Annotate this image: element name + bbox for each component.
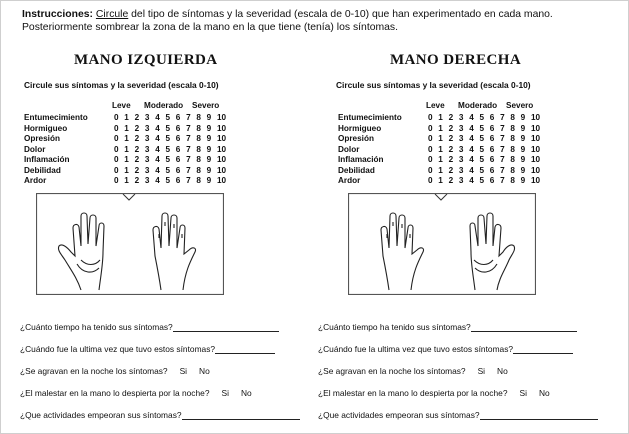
left-symptom-table [24,113,227,187]
severity-option[interactable]: 4 [469,144,474,154]
severity-option[interactable]: 5 [165,123,171,133]
left-symptom-label: Dolor [24,144,46,154]
severity-option[interactable]: 3 [144,113,150,122]
severity-option[interactable]: 7 [186,134,191,143]
instructions-circle-word: Circule [95,9,129,20]
severity-option[interactable]: 9 [520,113,526,122]
left-q-wakes-yes[interactable]: Si [221,388,229,398]
left-hand-title: MANO IZQUIERDA [74,52,218,68]
severity-option[interactable]: 5 [479,144,485,154]
left-symptom-label: Debilidad [24,165,61,175]
severity-option[interactable]: 8 [510,176,515,185]
right-q-wakes [318,388,550,398]
right-q-wakes-no[interactable]: No [538,388,550,398]
severity-option[interactable]: 5 [165,155,171,164]
severity-option[interactable]: 8 [510,123,515,133]
severity-option[interactable]: 0 [114,176,119,185]
symptom-row [24,145,227,156]
severity-option[interactable]: 4 [469,123,474,133]
severity-option[interactable]: 4 [155,113,160,122]
right-q-wakes-text: ¿El malestar en la mano lo despierta por la noche? [318,388,508,398]
severity-option[interactable]: 2 [448,134,454,143]
severity-option[interactable]: 1 [438,123,443,133]
severity-option[interactable]: 10 [216,165,227,175]
severity-option[interactable]: 6 [489,123,495,133]
severity-option[interactable]: 0 [428,176,433,185]
severity-option[interactable]: 1 [124,123,129,133]
severity-option[interactable]: 4 [155,144,160,154]
right-hands-diagram[interactable] [348,193,536,295]
symptom-row [24,176,227,187]
severity-option[interactable]: 7 [186,113,191,122]
right-q-wakes-yes[interactable]: Si [519,388,527,398]
severity-option[interactable]: 9 [520,155,526,164]
severity-option[interactable]: 4 [155,165,160,175]
severity-option[interactable]: 3 [144,176,150,185]
severity-option[interactable]: 1 [438,176,443,185]
left-symptom-label: Inflamación [24,155,70,164]
right-symptom-label: Debilidad [338,165,375,175]
severity-option[interactable]: 9 [206,134,212,143]
instructions [22,9,622,34]
severity-option[interactable]: 8 [510,144,515,154]
severity-option[interactable]: 0 [428,165,433,175]
severity-option[interactable]: 10 [216,176,227,185]
severity-option[interactable]: 3 [458,155,464,164]
severity-option[interactable]: 8 [196,165,201,175]
symptom-row [338,124,541,135]
severity-option[interactable]: 0 [114,134,119,143]
severity-option[interactable]: 8 [510,113,515,122]
severity-option[interactable]: 8 [196,123,201,133]
severity-option[interactable]: 3 [458,176,464,185]
hands-drawing-right [349,194,535,294]
severity-option[interactable]: 4 [155,134,160,143]
severity-option[interactable]: 10 [216,134,227,143]
instructions-line2: Posteriormente sombrear la zona de la mano en la que tiene (tenía) los síntomas. [22,21,398,33]
severity-option[interactable]: 6 [489,165,495,175]
left-hands-diagram[interactable] [36,193,224,295]
severity-option[interactable]: 1 [124,165,129,175]
severity-option[interactable]: 10 [530,176,541,185]
severity-option[interactable]: 6 [175,113,181,122]
symptom-row [24,134,227,145]
severity-option[interactable]: 7 [186,123,191,133]
severity-option[interactable]: 6 [489,144,495,154]
severity-option[interactable]: 5 [479,113,485,122]
severity-option[interactable]: 2 [134,176,140,185]
severity-option[interactable]: 10 [216,113,227,122]
right-q-duration-text: ¿Cuánto tiempo ha tenido sus síntomas? [318,322,471,332]
severity-option[interactable]: 4 [469,165,474,175]
severity-option[interactable]: 3 [458,113,464,122]
severity-option[interactable]: 1 [124,176,129,185]
severity-option[interactable]: 4 [469,113,474,122]
severity-option[interactable]: 9 [206,144,212,154]
severity-option[interactable]: 3 [144,165,150,175]
severity-option[interactable]: 10 [530,113,541,122]
severity-option[interactable]: 1 [438,113,443,122]
severity-option[interactable]: 1 [438,134,443,143]
severity-option[interactable]: 5 [479,134,485,143]
severity-option[interactable]: 1 [124,144,129,154]
severity-option[interactable]: 0 [428,113,433,122]
severity-option[interactable]: 1 [124,155,129,164]
severity-option[interactable]: 4 [469,134,474,143]
left-q-last-time-answer[interactable] [215,344,275,354]
right-circle-hint: Circule sus síntomas y la severidad (escala 0-10) [336,80,531,90]
severity-option[interactable]: 2 [134,165,140,175]
left-symptom-label: Opresión [24,134,60,143]
left-q-activities [20,410,300,420]
right-symptom-label: Inflamación [338,155,384,164]
right-q-night-yes[interactable]: Si [477,366,486,376]
severity-option[interactable]: 1 [124,134,129,143]
left-symptom-label: Hormigueo [24,123,68,133]
severity-option[interactable]: 10 [216,155,227,164]
right-q-activities [318,410,598,420]
right-q-duration [318,322,577,332]
severity-option[interactable]: 4 [155,176,160,185]
symptom-row [338,176,541,187]
right-symptom-label: Entumecimiento [338,113,402,122]
severity-option[interactable]: 6 [175,165,181,175]
severity-option[interactable]: 4 [469,176,474,185]
instructions-label: Instrucciones: [22,9,94,20]
severity-option[interactable]: 9 [520,165,526,175]
right-q-night [318,366,508,376]
symptom-row [24,124,227,135]
right-q-activities-text: ¿Que actividades empeoran sus síntomas? [318,410,480,420]
symptom-row [24,113,227,124]
severity-option[interactable]: 7 [500,165,505,175]
left-q-night-yes[interactable]: Si [179,366,188,376]
severity-option[interactable]: 2 [134,134,140,143]
severity-option[interactable]: 8 [510,165,515,175]
severity-option[interactable]: 8 [196,176,201,185]
right-q-night-text: ¿Se agravan en la noche los síntomas? [318,366,466,376]
severity-option[interactable]: 8 [510,134,515,143]
left-severity-mid: Moderado [144,101,184,110]
severity-option[interactable]: 6 [489,176,495,185]
severity-option[interactable]: 1 [438,144,443,154]
severity-option[interactable]: 6 [175,134,181,143]
right-q-last-time-text: ¿Cuándo fue la ultima vez que tuvo estos síntomas? [318,344,514,354]
severity-option[interactable]: 3 [458,144,464,154]
symptom-row [24,155,227,166]
severity-option[interactable]: 8 [196,144,201,154]
severity-option[interactable]: 5 [479,176,485,185]
severity-option[interactable]: 0 [114,113,119,122]
instructions-line1: del tipo de síntomas y la severidad (escala de 0-10) que han experimentado en cada mano. [128,9,553,20]
right-q-activities-answer[interactable] [480,410,598,420]
severity-option[interactable]: 7 [500,113,505,122]
left-q-last-time-text: ¿Cuándo fue la ultima vez que tuvo estos síntomas? [20,344,216,354]
severity-option[interactable]: 0 [114,165,119,175]
severity-option[interactable]: 1 [438,155,443,164]
severity-option[interactable]: 6 [175,176,181,185]
severity-option[interactable]: 0 [428,144,433,154]
left-q-night-no[interactable]: No [199,366,210,376]
right-q-duration-answer[interactable] [471,322,577,332]
right-symptom-label: Opresión [338,134,374,143]
right-symptom-table [338,113,541,187]
severity-option[interactable]: 2 [134,144,140,154]
severity-option[interactable]: 8 [196,155,201,164]
left-q-last-time [20,344,275,354]
severity-option[interactable]: 7 [500,176,505,185]
severity-option[interactable]: 7 [500,144,505,154]
right-q-night-no[interactable]: No [497,366,508,376]
severity-option[interactable]: 3 [458,165,464,175]
symptom-row [338,155,541,166]
right-symptom-label: Ardor [338,176,361,185]
severity-option[interactable]: 2 [448,155,454,164]
severity-option[interactable]: 8 [196,134,201,143]
severity-option[interactable]: 10 [530,134,541,143]
severity-option[interactable]: 9 [206,155,212,164]
severity-option[interactable]: 3 [144,134,150,143]
left-q-wakes-no[interactable]: No [240,388,252,398]
right-hand-title: MANO DERECHA [390,52,522,68]
left-q-activities-text: ¿Que actividades empeoran sus síntomas? [20,410,182,420]
severity-option[interactable]: 6 [489,134,495,143]
severity-option[interactable]: 10 [530,144,541,154]
severity-option[interactable]: 1 [438,165,443,175]
right-symptom-label: Hormigueo [338,123,382,133]
severity-option[interactable]: 10 [530,123,541,133]
severity-option[interactable]: 3 [458,134,464,143]
severity-option[interactable]: 2 [134,155,140,164]
severity-option[interactable]: 7 [500,134,505,143]
severity-option[interactable]: 6 [175,155,181,164]
severity-option[interactable]: 8 [510,155,515,164]
severity-option[interactable]: 10 [530,155,541,164]
severity-option[interactable]: 0 [428,134,433,143]
severity-option[interactable]: 9 [206,123,212,133]
severity-option[interactable]: 2 [448,176,454,185]
symptom-row [338,166,541,177]
severity-option[interactable]: 2 [134,113,140,122]
severity-option[interactable]: 2 [448,165,454,175]
severity-option[interactable]: 0 [114,155,119,164]
severity-option[interactable]: 3 [144,144,150,154]
severity-option[interactable]: 3 [458,123,464,133]
severity-option[interactable]: 2 [448,113,454,122]
severity-option[interactable]: 5 [479,165,485,175]
severity-option[interactable]: 0 [428,155,433,164]
left-q-duration-text: ¿Cuánto tiempo ha tenido sus síntomas? [20,322,173,332]
severity-option[interactable]: 7 [186,144,191,154]
right-q-last-time-answer[interactable] [513,344,573,354]
left-q-wakes-text: ¿El malestar en la mano lo despierta por la noche? [20,388,210,398]
severity-option[interactable]: 4 [469,155,474,164]
severity-option[interactable]: 9 [206,165,212,175]
severity-option[interactable]: 0 [114,123,119,133]
severity-option[interactable]: 9 [520,176,526,185]
severity-option[interactable]: 3 [144,155,150,164]
severity-option[interactable]: 7 [186,155,191,164]
severity-option[interactable]: 4 [155,123,160,133]
severity-option[interactable]: 9 [520,123,526,133]
severity-option[interactable]: 5 [165,113,171,122]
severity-option[interactable]: 6 [489,113,495,122]
hands-drawing-left [37,194,223,294]
symptom-row [24,166,227,177]
severity-option[interactable]: 5 [479,155,485,164]
right-q-last-time [318,344,573,354]
severity-option[interactable]: 2 [448,123,454,133]
severity-option[interactable]: 5 [479,123,485,133]
severity-option[interactable]: 2 [134,123,140,133]
severity-option[interactable]: 8 [196,113,201,122]
left-circle-hint: Circule sus síntomas y la severidad (escala 0-10) [24,80,219,90]
severity-option[interactable]: 6 [175,144,181,154]
severity-option[interactable]: 7 [186,176,191,185]
severity-option[interactable]: 1 [124,113,129,122]
severity-option[interactable]: 10 [216,123,227,133]
severity-option[interactable]: 7 [500,123,505,133]
severity-option[interactable]: 9 [520,144,526,154]
left-symptom-label: Entumecimiento [24,113,88,122]
severity-option[interactable]: 9 [206,113,212,122]
severity-option[interactable]: 0 [428,123,433,133]
left-severity-low: Leve [112,101,131,110]
left-q-duration [20,322,279,332]
right-severity-high: Severo [506,101,534,110]
left-q-wakes [20,388,252,398]
severity-option[interactable]: 9 [206,176,212,185]
severity-option[interactable]: 0 [114,144,119,154]
left-q-night-text: ¿Se agravan en la noche los síntomas? [20,366,168,376]
severity-option[interactable]: 5 [165,144,171,154]
left-q-activities-answer[interactable] [182,410,300,420]
symptom-row [338,145,541,156]
severity-option[interactable]: 10 [530,165,541,175]
severity-option[interactable]: 10 [216,144,227,154]
left-q-night [20,366,210,376]
symptom-row [338,134,541,145]
right-severity-mid: Moderado [458,101,498,110]
severity-option[interactable]: 7 [500,155,505,164]
severity-option[interactable]: 2 [448,144,454,154]
right-symptom-label: Dolor [338,144,360,154]
right-severity-low: Leve [426,101,445,110]
severity-option[interactable]: 9 [520,134,526,143]
severity-option[interactable]: 5 [165,176,171,185]
severity-option[interactable]: 5 [165,165,171,175]
severity-option[interactable]: 4 [155,155,160,164]
severity-option[interactable]: 5 [165,134,171,143]
severity-option[interactable]: 6 [489,155,495,164]
severity-option[interactable]: 3 [144,123,150,133]
left-symptom-label: Ardor [24,176,47,185]
severity-option[interactable]: 6 [175,123,181,133]
severity-option[interactable]: 7 [186,165,191,175]
left-severity-high: Severo [192,101,220,110]
left-q-duration-answer[interactable] [173,322,279,332]
symptom-row [338,113,541,124]
